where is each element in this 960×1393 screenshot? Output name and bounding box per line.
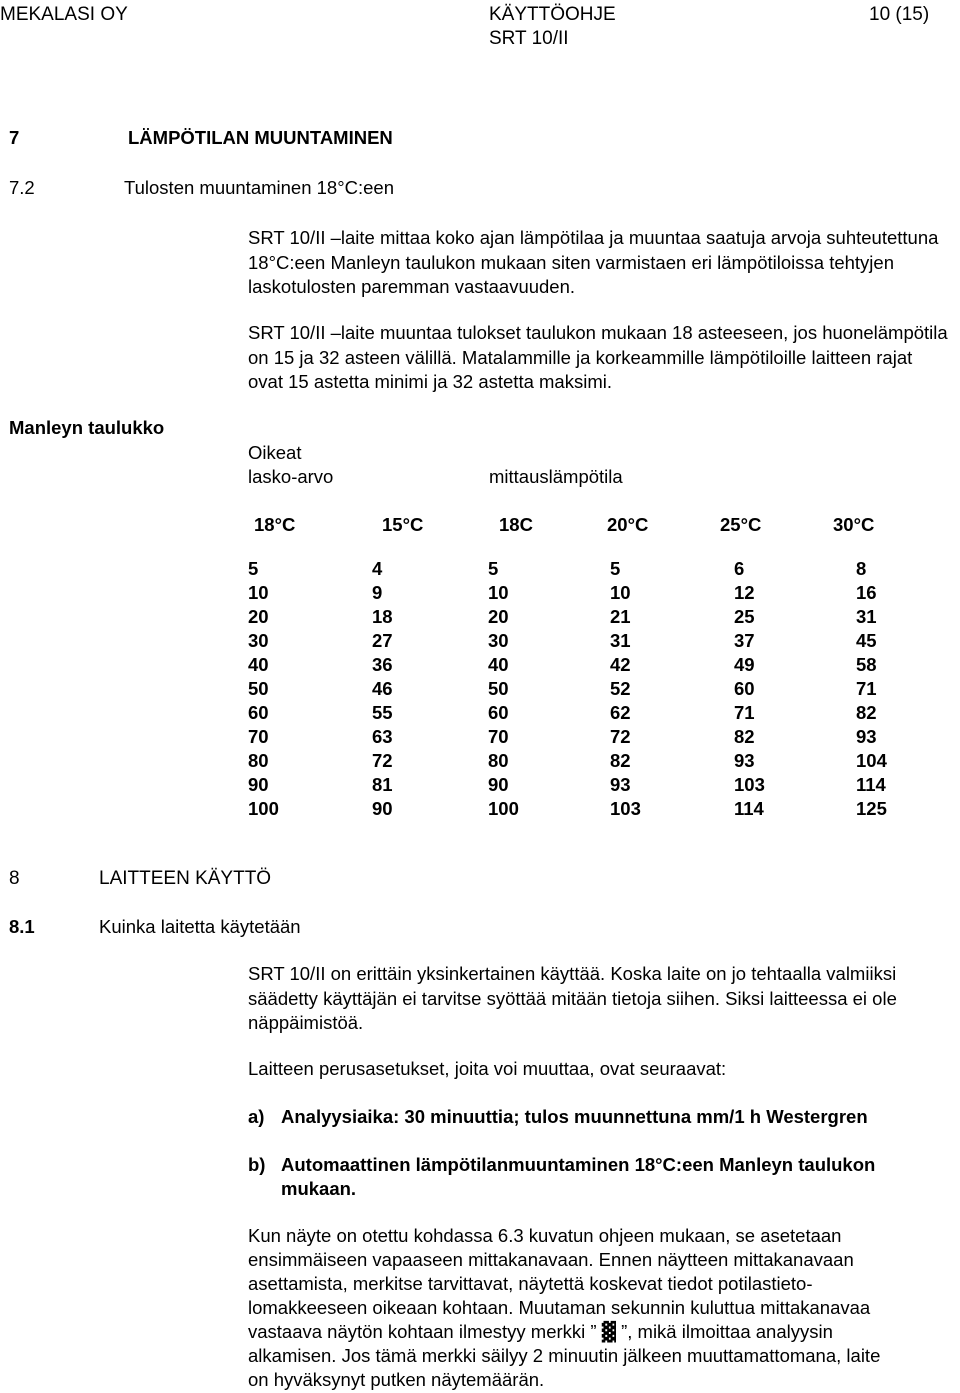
header-cell: 25°C [720, 514, 762, 535]
table-row [248, 725, 896, 749]
table-row [248, 749, 896, 773]
table-cell: 90 [372, 798, 393, 819]
table-cell: 31 [856, 606, 877, 627]
table-cell: 16 [856, 582, 877, 603]
column-label-line-2: lasko-arvo [248, 466, 334, 487]
paragraph-3-line: alkamisen. Jos tämä merkki säilyy 2 minuutin jälkeen muuttamattomana, laite [248, 1345, 881, 1366]
table-cell: 93 [610, 774, 631, 795]
page-number: 10 (15) [869, 4, 930, 25]
table-cell: 45 [856, 630, 877, 651]
section-7-number: 7 [9, 127, 20, 148]
table-row [248, 773, 896, 797]
list-item-b-line-2: mukaan. [281, 1178, 357, 1199]
table-cell: 49 [734, 654, 755, 675]
section-7-title: LÄMPÖTILAN MUUNTAMINEN [128, 127, 393, 148]
table-cell: 90 [488, 774, 509, 795]
table-cell: 60 [248, 702, 269, 723]
section-8-paragraph-2: Laitteen perusasetukset, joita voi muuttaa, ovat seuraavat: [248, 1058, 727, 1079]
table-cell: 104 [856, 750, 887, 771]
table-cell: 81 [372, 774, 393, 795]
section-7-paragraph-1 [248, 226, 948, 300]
table-cell: 20 [248, 606, 269, 627]
table-cell: 21 [610, 606, 631, 627]
company-name: MEKALASI OY [0, 4, 128, 25]
table-row [248, 653, 896, 677]
section-8-paragraph-1 [248, 962, 948, 1036]
table-cell: 9 [372, 582, 383, 603]
table-cell: 50 [248, 678, 269, 699]
column-label-line-1: Oikeat [248, 442, 302, 463]
paragraph-3-line: on hyväksynyt putken näytemäärän. [248, 1369, 545, 1390]
section-7-paragraph-1-text: SRT 10/II –laite mittaa koko ajan lämpötilaa ja muuntaa saatuja arvoja suhteutettuna 18°C:een Manleyn taulukon mukaan siten varmistaen eri lämpötiloissa tehtyjen laskotulosten paremman vastaavuuden. [248, 227, 939, 297]
header-cell: 20°C [607, 514, 649, 535]
table-row [248, 797, 896, 821]
table-cell: 40 [488, 654, 509, 675]
table-cell: 42 [610, 654, 631, 675]
table-cell: 52 [610, 678, 631, 699]
table-cell: 72 [372, 750, 393, 771]
table-cell: 37 [734, 630, 755, 651]
list-marker-a: a) [248, 1106, 265, 1127]
table-cell: 93 [856, 726, 877, 747]
table-cell: 46 [372, 678, 393, 699]
table-cell: 125 [856, 798, 887, 819]
table-cell: 90 [248, 774, 269, 795]
section-7-paragraph-2 [248, 321, 948, 395]
paragraph-3-post-symbol: ”, mikä ilmoittaa analyysin [621, 1321, 833, 1342]
table-row [248, 629, 896, 653]
table-cell: 25 [734, 606, 755, 627]
table-cell: 58 [856, 654, 877, 675]
paragraph-3-line: lomakkeeseen oikeaan kohtaan. Muutaman sekunnin kuluttua mittakanavaa [248, 1297, 871, 1318]
paragraph-3-line: ensimmäiseen vapaaseen mittakanavaan. Ennen näytteen mittakanavaan [248, 1249, 854, 1270]
section-8-paragraph-1-text: SRT 10/II on erittäin yksinkertainen käyttää. Koska laite on jo tehtaalla valmiiksi säädetty käyttäjän ei tarvitse syöttää mitään tietoja siihen. Siksi laitteessa ei ole näppäimistöä. [248, 963, 897, 1033]
table-row [248, 701, 896, 725]
table-cell: 8 [856, 558, 867, 579]
table-cell: 30 [488, 630, 509, 651]
table-cell: 100 [488, 798, 519, 819]
table-cell: 82 [610, 750, 631, 771]
table-cell: 30 [248, 630, 269, 651]
table-cell: 36 [372, 654, 393, 675]
section-7-2-number: 7.2 [9, 177, 35, 198]
table-cell: 62 [610, 702, 631, 723]
paragraph-3-pre-symbol: vastaava näytön kohtaan ilmestyy merkki ” [248, 1321, 597, 1342]
progress-symbol-icon: ▓ [601, 1322, 616, 1343]
table-cell: 60 [734, 678, 755, 699]
table-cell: 103 [610, 798, 641, 819]
table-cell: 72 [610, 726, 631, 747]
table-cell: 5 [248, 558, 259, 579]
table-cell: 103 [734, 774, 765, 795]
header-cell: 30°C [833, 514, 875, 535]
table-cell: 114 [856, 774, 886, 795]
table-row [248, 677, 896, 701]
table-cell: 71 [734, 702, 755, 723]
table-cell: 5 [488, 558, 499, 579]
table-cell: 10 [248, 582, 269, 603]
document-model: SRT 10/II [489, 28, 569, 49]
table-cell: 100 [248, 798, 279, 819]
list-marker-b: b) [248, 1154, 266, 1175]
table-row [248, 557, 896, 581]
table-row [248, 605, 896, 629]
list-item-a: Analyysiaika: 30 minuuttia; tulos muunnettuna mm/1 h Westergren [281, 1106, 868, 1127]
section-7-paragraph-2-text: SRT 10/II –laite muuntaa tulokset taulukon mukaan 18 asteeseen, jos huonelämpötila on 15 ja 32 asteen välillä. Matalammille ja korkeammille lämpötiloille laitteen rajat ovat 15 astetta minimi ja 32 astetta maksimi. [248, 322, 948, 392]
measurement-temperature-label: mittauslämpötila [489, 466, 623, 487]
table-cell: 12 [734, 582, 755, 603]
table-cell: 6 [734, 558, 745, 579]
table-cell: 40 [248, 654, 269, 675]
table-cell: 5 [610, 558, 621, 579]
table-cell: 50 [488, 678, 509, 699]
manley-table-label: Manleyn taulukko [9, 417, 165, 438]
section-8-1-number: 8.1 [9, 916, 35, 937]
table-cell: 82 [734, 726, 755, 747]
table-cell: 4 [372, 558, 383, 579]
table-cell: 10 [488, 582, 509, 603]
table-cell: 27 [372, 630, 393, 651]
table-cell: 70 [488, 726, 509, 747]
paragraph-3-line: Kun näyte on otettu kohdassa 6.3 kuvatun ohjeen mukaan, se asetetaan [248, 1225, 842, 1246]
header-cell: 15°C [382, 514, 424, 535]
table-cell: 60 [488, 702, 509, 723]
table-cell: 80 [248, 750, 269, 771]
table-cell: 70 [248, 726, 269, 747]
paragraph-3-line-with-symbol [248, 1320, 833, 1346]
table-cell: 114 [734, 798, 764, 819]
table-cell: 82 [856, 702, 877, 723]
manley-table [248, 557, 896, 821]
table-cell: 10 [610, 582, 631, 603]
section-7-2-title: Tulosten muuntaminen 18°C:een [124, 177, 394, 198]
section-8-title: LAITTEEN KÄYTTÖ [99, 868, 272, 889]
table-cell: 71 [856, 678, 877, 699]
table-cell: 80 [488, 750, 509, 771]
header-cell: 18C [499, 514, 533, 535]
table-row [248, 581, 896, 605]
table-cell: 93 [734, 750, 755, 771]
table-cell: 20 [488, 606, 509, 627]
table-cell: 63 [372, 726, 393, 747]
section-8-number: 8 [9, 868, 20, 889]
section-8-1-title: Kuinka laitetta käytetään [99, 916, 301, 937]
list-item-b-line-1: Automaattinen lämpötilanmuuntaminen 18°C:een Manleyn taulukon [281, 1154, 876, 1175]
table-cell: 55 [372, 702, 393, 723]
paragraph-3-line: asettamista, merkitse tarvittavat, näytettä koskevat tiedot potilastieto- [248, 1273, 813, 1294]
header-cell: 18°C [254, 514, 296, 535]
table-cell: 18 [372, 606, 393, 627]
table-cell: 31 [610, 630, 631, 651]
document-type: KÄYTTÖOHJE [489, 4, 616, 25]
